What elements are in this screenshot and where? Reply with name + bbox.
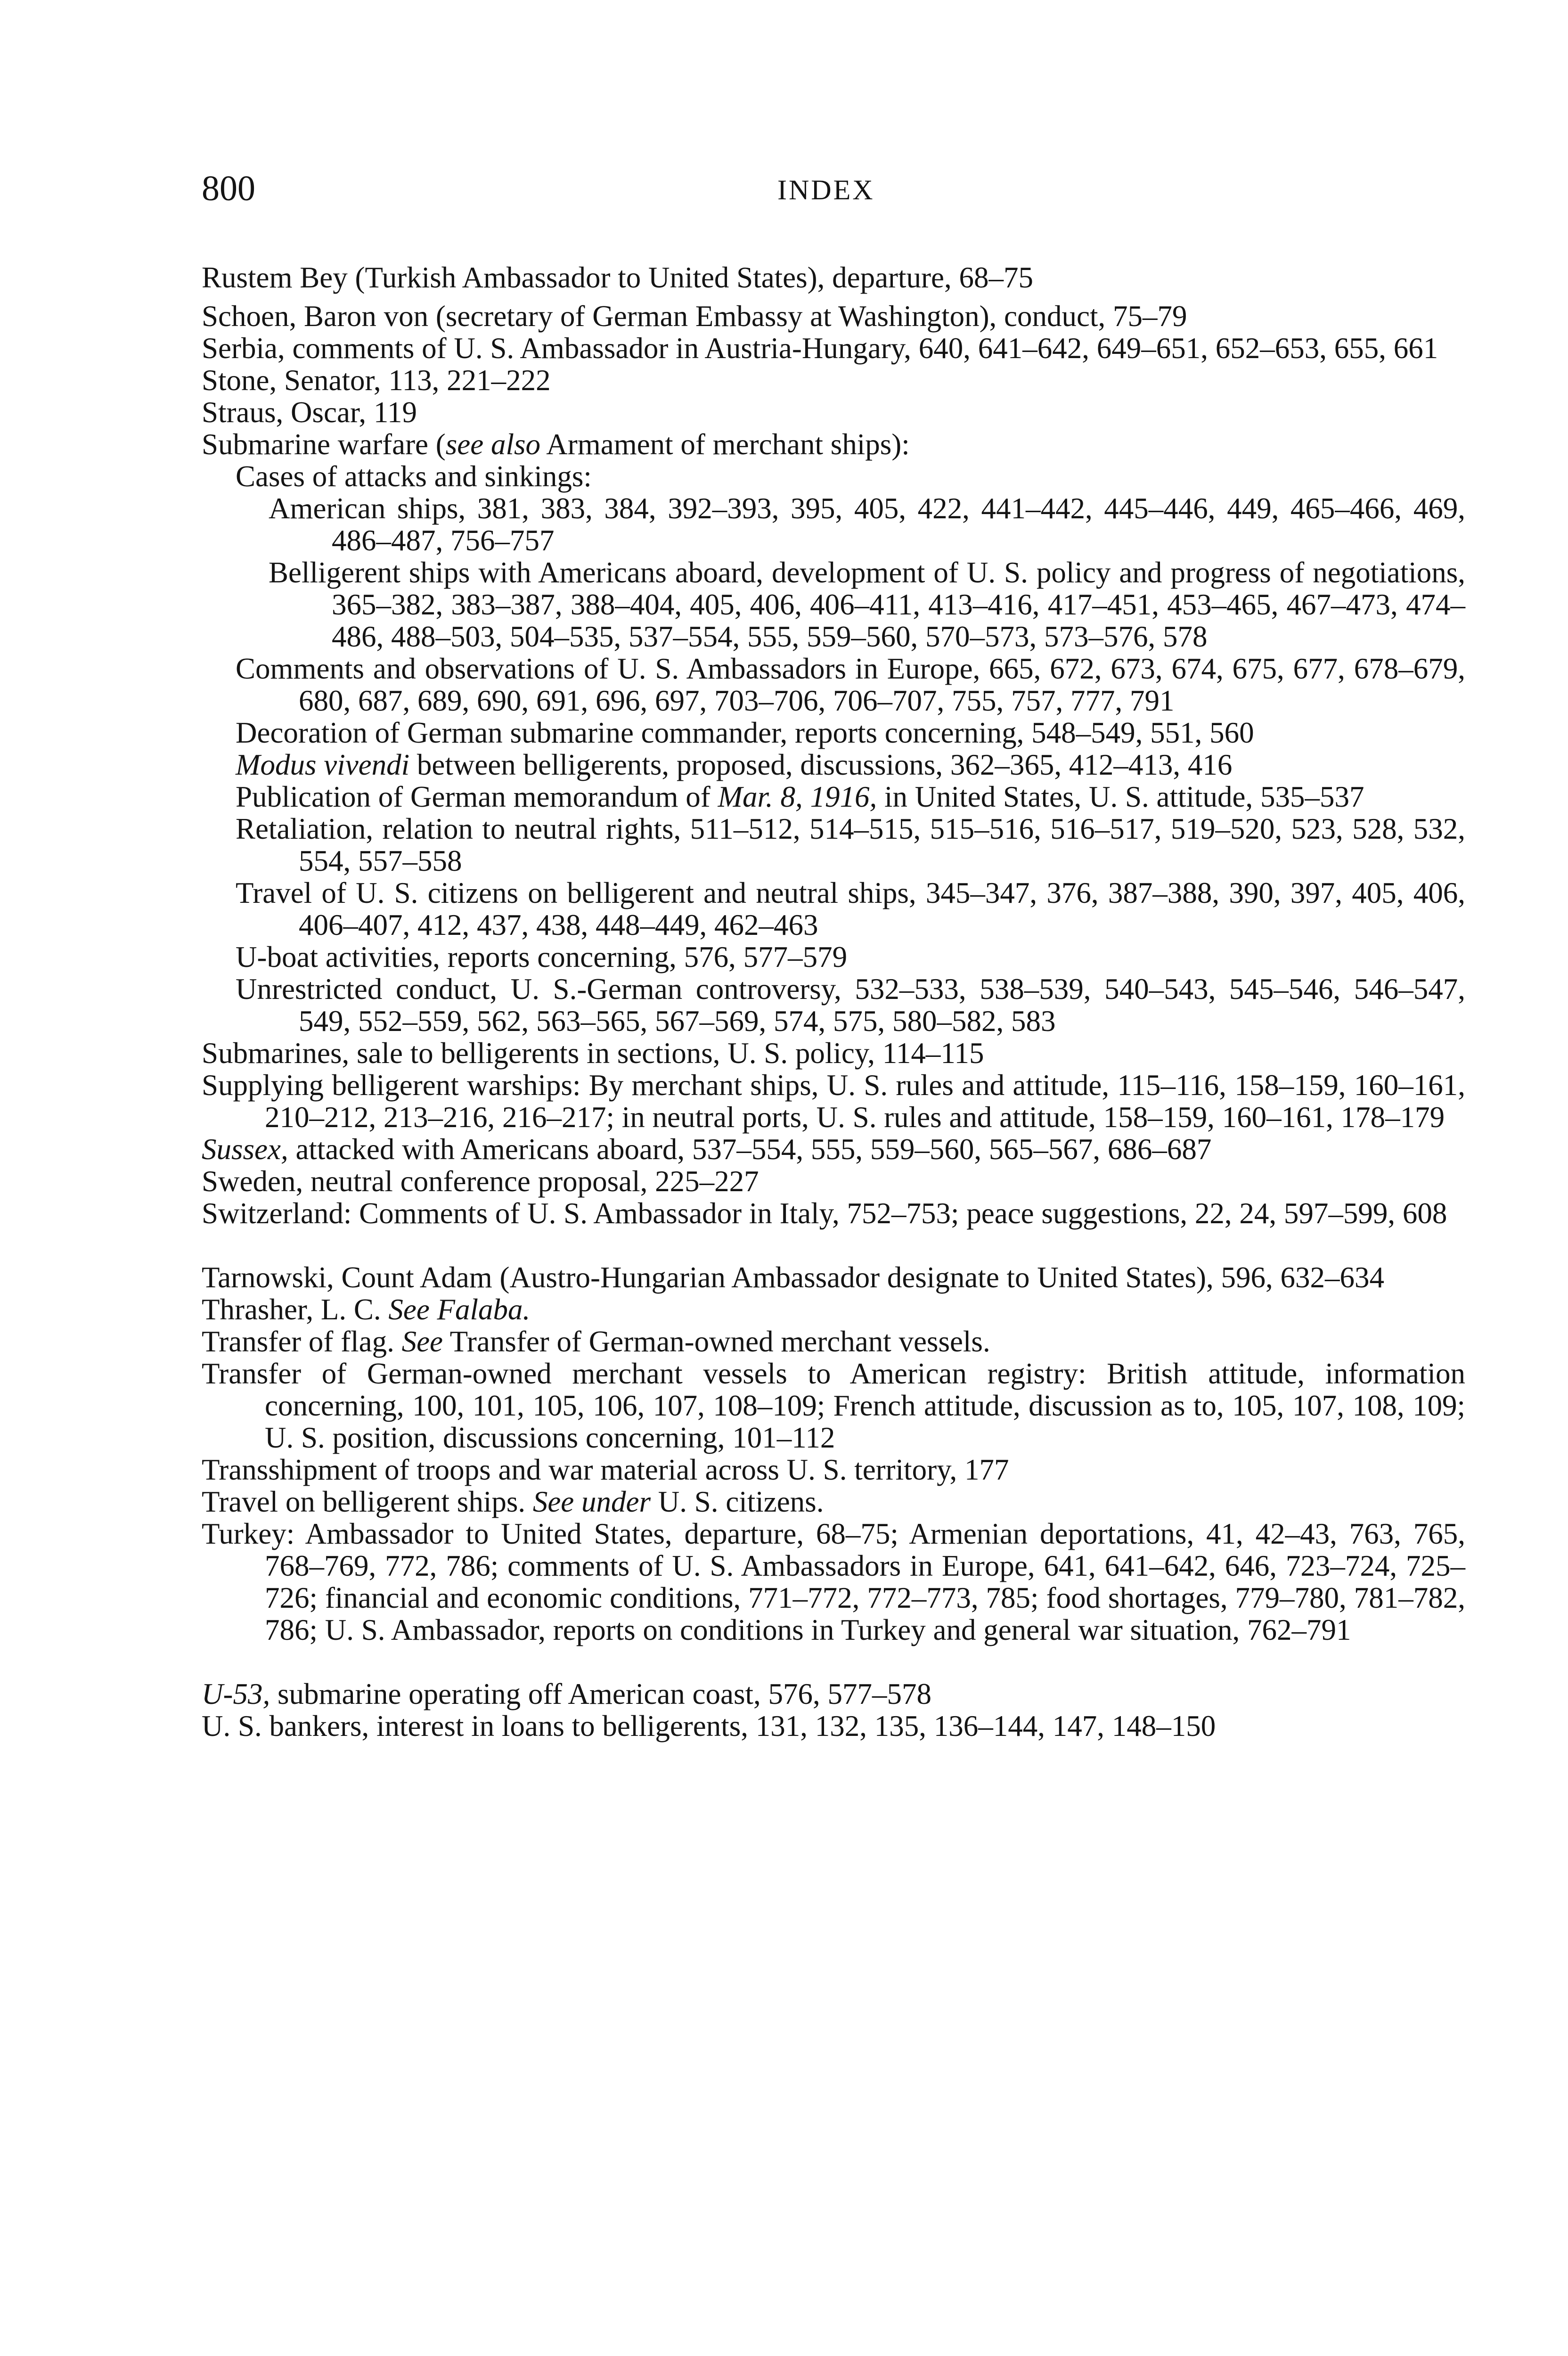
index-entry: Supplying belligerent warships: By merchant ships, U. S. rules and attitude, 115–116, 158–159, 160–161, 210–212, 213–216, 216–217; in neutral ports, U. S. rules and attitude, 158–159, 160–161, 178–179 bbox=[202, 1069, 1465, 1134]
index-entry: Sussex, attacked with Americans aboard, 537–554, 555, 559–560, 565–567, 686–687 bbox=[202, 1133, 1212, 1166]
index-entry: Transshipment of troops and war material across U. S. territory, 177 bbox=[202, 1453, 1009, 1486]
page-header bbox=[202, 167, 1474, 210]
index-entry: Serbia, comments of U. S. Ambassador in Austria-Hungary, 640, 641–642, 649–651, 652–653, 655, 661 bbox=[202, 332, 1438, 365]
index-entry: Straus, Oscar, 119 bbox=[202, 396, 417, 429]
running-title: INDEX bbox=[777, 174, 875, 205]
page-number: 800 bbox=[202, 169, 255, 208]
index-subentry: Cases of attacks and sinkings: bbox=[236, 460, 592, 493]
index-entry: Tarnowski, Count Adam (Austro-Hungarian Ambassador designate to United States), 596, 632–634 bbox=[202, 1261, 1384, 1294]
index-entry: U. S. bankers, interest in loans to belligerents, 131, 132, 135, 136–144, 147, 148–150 bbox=[202, 1710, 1216, 1742]
index-entry: Turkey: Ambassador to United States, departure, 68–75; Armenian deportations, 41, 42–43, 763, 765, 768–769, 772, 786; comments of U. S. Ambassadors in Europe, 641, 641–642, 646, 723–724, 725–726; financial and economic conditions, 771–772, 772–773, 785; food shortages, 779–780, 781–782, 786; U. S. Ambassador, reports on conditions in Turkey and general war situation, 762–791 bbox=[202, 1517, 1465, 1646]
index-subentry: Travel of U. S. citizens on belligerent and neutral ships, 345–347, 376, 387–388, 390, 397, 405, 406, 406–407, 412, 437, 438, 448–449, 462–463 bbox=[236, 876, 1465, 941]
index-entry: Submarines, sale to belligerents in sections, U. S. policy, 114–115 bbox=[202, 1037, 984, 1070]
index-entry: U-53, submarine operating off American coast, 576, 577–578 bbox=[202, 1677, 931, 1710]
index-entry: Schoen, Baron von (secretary of German Embassy at Washington), conduct, 75–79 bbox=[202, 300, 1187, 333]
index-subsubentry: Belligerent ships with Americans aboard, development of U. S. policy and progress of negotiations, 365–382, 383–387, 388–404, 405, 406, 406–411, 413–416, 417–451, 453–465, 467–473, 474–486, 488–503, 504–535, 537–554, 555, 559–560, 570–573, 573–576, 578 bbox=[269, 556, 1465, 653]
index-entries bbox=[202, 262, 1465, 1742]
index-subsubentry: American ships, 381, 383, 384, 392–393, 395, 405, 422, 441–442, 445–446, 449, 465–466, 469, 486–487, 756–757 bbox=[269, 492, 1465, 557]
index-entry: Submarine warfare (see also Armament of merchant ships): bbox=[202, 428, 910, 461]
index-entry: Transfer of German-owned merchant vessels to American registry: British attitude, information concerning, 100, 101, 105, 106, 107, 108–109; French attitude, discussion as to, 105, 107, 108, 109; U. S. position, discussions concerning, 101–112 bbox=[202, 1357, 1465, 1454]
index-entry: Transfer of flag. See Transfer of German-owned merchant vessels. bbox=[202, 1325, 990, 1358]
index-entry: Thrasher, L. C. See Falaba. bbox=[202, 1293, 531, 1326]
index-subentry: Publication of German memorandum of Mar. 8, 1916, in United States, U. S. attitude, 535–537 bbox=[236, 780, 1364, 813]
index-subentry: Comments and observations of U. S. Ambassadors in Europe, 665, 672, 673, 674, 675, 677, 678–679, 680, 687, 689, 690, 691, 696, 697, 703–706, 706–707, 755, 757, 777, 791 bbox=[236, 652, 1465, 717]
index-subentry: Retaliation, relation to neutral rights, 511–512, 514–515, 515–516, 516–517, 519–520, 523, 528, 532, 554, 557–558 bbox=[236, 812, 1465, 877]
index-entry: Sweden, neutral conference proposal, 225–227 bbox=[202, 1165, 759, 1198]
index-subentry: Modus vivendi between belligerents, proposed, discussions, 362–365, 412–413, 416 bbox=[236, 748, 1233, 781]
index-subentry: Decoration of German submarine commander, reports concerning, 548–549, 551, 560 bbox=[236, 716, 1254, 749]
index-entry: Switzerland: Comments of U. S. Ambassador in Italy, 752–753; peace suggestions, 22, 24, 597–599, 608 bbox=[202, 1197, 1447, 1230]
index-entry: Stone, Senator, 113, 221–222 bbox=[202, 364, 551, 397]
index-subentry: U-boat activities, reports concerning, 576, 577–579 bbox=[236, 941, 848, 973]
index-entry: Rustem Bey (Turkish Ambassador to United States), departure, 68–75 bbox=[202, 261, 1033, 294]
index-entry: Travel on belligerent ships. See under U. S. citizens. bbox=[202, 1485, 824, 1518]
index-subentry: Unrestricted conduct, U. S.-German controversy, 532–533, 538–539, 540–543, 545–546, 546–547, 549, 552–559, 562, 563–565, 567–569, 574, 575, 580–582, 583 bbox=[236, 973, 1465, 1038]
